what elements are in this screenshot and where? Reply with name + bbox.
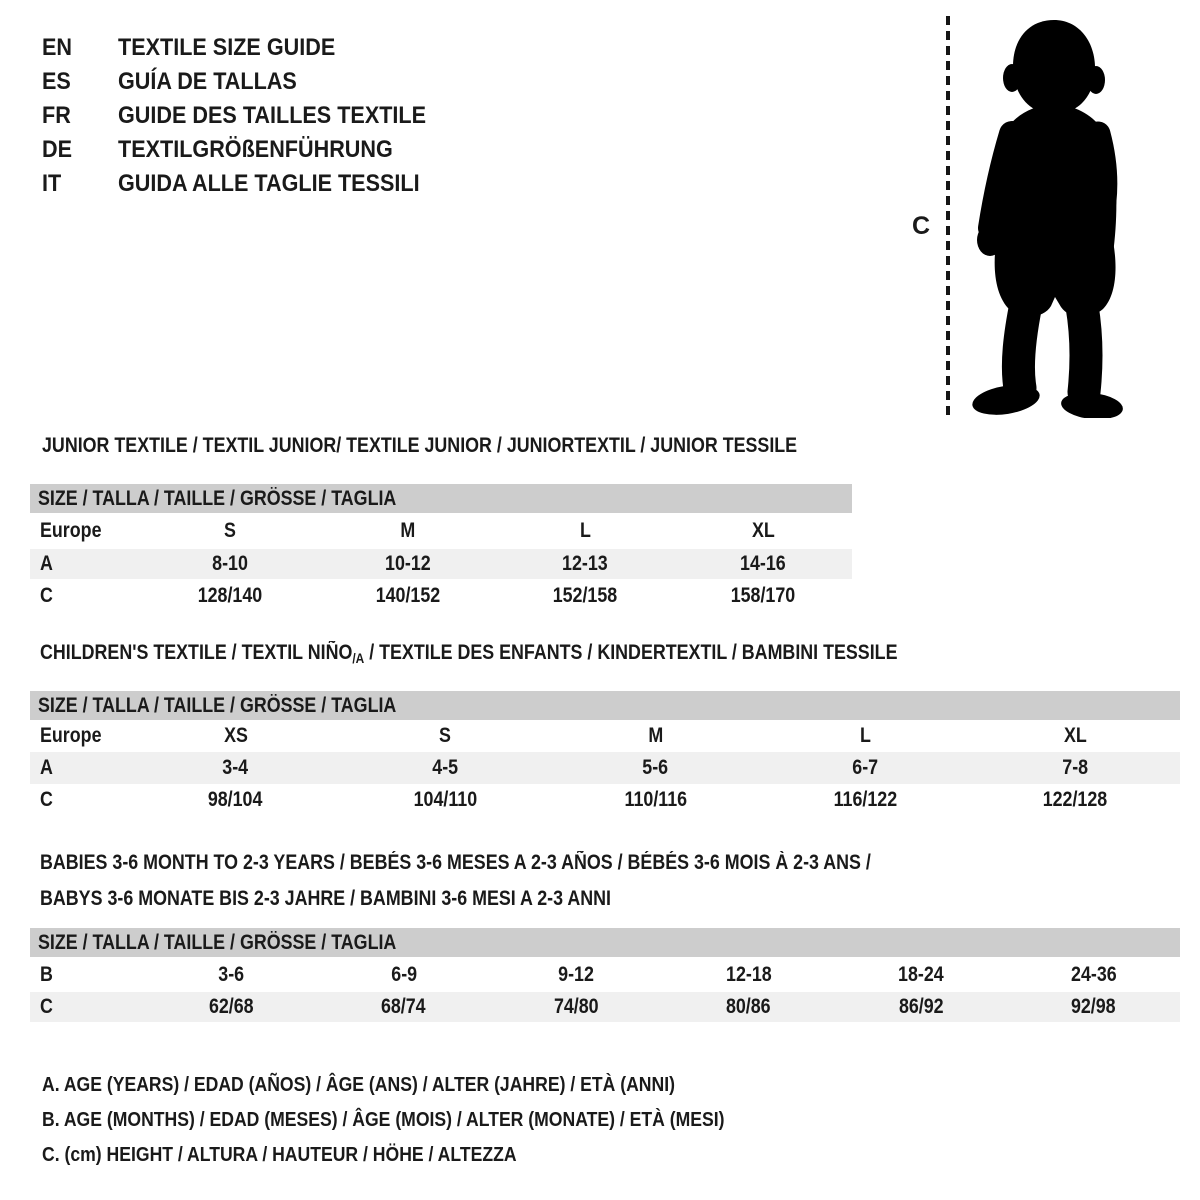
row-label-cell: A [30,549,141,579]
language-title: TEXTILGRÖßENFÜHRUNG [118,136,393,163]
children-height-row [30,784,1180,816]
value-cell: M [550,720,760,752]
value-cell: 68/74 [318,992,491,1022]
value-cell: 74/80 [490,992,663,1022]
value-cell: L [496,513,674,549]
value-cell: 12-18 [663,957,836,992]
value-cell: 116/122 [760,784,970,816]
value-cell: 110/116 [550,784,760,816]
legend-line-a: A. AGE (YEARS) / EDAD (AÑOS) / ÂGE (ANS) / ALTER (JAHRE) / ETÀ (ANNI) [42,1074,675,1096]
row-label-cell: Europe [30,720,131,752]
value-cell: 5-6 [550,752,760,784]
language-title: GUÍA DE TALLAS [118,68,297,95]
language-title: TEXTILE SIZE GUIDE [118,34,336,61]
junior-size-header-bar: SIZE / TALLA / TAILLE / GRÖSSE / TAGLIA [30,484,852,513]
junior-height-row [30,579,852,612]
value-cell: 6-7 [760,752,970,784]
value-cell: 3-4 [131,752,341,784]
language-code: IT [42,170,62,197]
children-title-subscript: /A [352,650,365,666]
babies-section-title-line1: BABIES 3-6 MONTH TO 2-3 YEARS / BEBÉS 3-6 MESES A 2-3 AÑOS / BÉBÉS 3-6 MOIS À 2-3 ANS / [40,851,871,874]
babies-size-header-bar: SIZE / TALLA / TAILLE / GRÖSSE / TAGLIA [30,928,1180,957]
row-label-cell: C [30,784,131,816]
value-cell: L [760,720,970,752]
value-cell: 128/140 [141,579,319,612]
value-cell: 140/152 [319,579,497,612]
value-cell: 14-16 [674,549,852,579]
children-size-header-bar: SIZE / TALLA / TAILLE / GRÖSSE / TAGLIA [30,691,1180,720]
value-cell: 86/92 [835,992,1008,1022]
language-row-de [42,133,460,167]
children-size-table [30,720,1180,816]
language-row-it [42,167,460,201]
language-row-en [42,31,460,65]
children-europe-row [30,720,1180,752]
language-code: EN [42,34,73,61]
row-label-cell: Europe [30,513,141,549]
language-title: GUIDE DES TAILLES TEXTILE [118,102,427,129]
value-cell: 18-24 [835,957,1008,992]
baby-silhouette-icon [966,14,1134,418]
legend-line-b: B. AGE (MONTHS) / EDAD (MESES) / ÂGE (MOIS) / ALTER (MONATE) / ETÀ (MESI) [42,1109,725,1131]
value-cell: 8-10 [141,549,319,579]
figure-height-label: C [912,212,931,240]
value-cell: 98/104 [131,784,341,816]
value-cell: 104/110 [341,784,551,816]
babies-size-table [30,957,1180,1022]
value-cell: 92/98 [1008,992,1181,1022]
language-title: GUIDA ALLE TAGLIE TESSILI [118,170,420,197]
junior-section-title: JUNIOR TEXTILE / TEXTIL JUNIOR/ TEXTILE JUNIOR / JUNIORTEXTIL / JUNIOR TESSILE [42,434,798,457]
value-cell: 10-12 [319,549,497,579]
language-code: DE [42,136,73,163]
value-cell: 12-13 [496,549,674,579]
language-row-fr [42,99,460,133]
value-cell: XL [674,513,852,549]
value-cell: S [141,513,319,549]
babies-section-title-line2: BABYS 3-6 MONATE BIS 2-3 JAHRE / BAMBINI 3-6 MESI A 2-3 ANNI [40,887,611,910]
value-cell: 4-5 [341,752,551,784]
row-label-cell: B [30,957,145,992]
value-cell: M [319,513,497,549]
language-code: FR [42,102,71,129]
value-cell: 62/68 [145,992,318,1022]
value-cell: XL [970,720,1180,752]
children-age-row [30,752,1180,784]
language-list [42,31,460,201]
value-cell: 3-6 [145,957,318,992]
height-dashed-line [946,16,950,416]
children-section-title: CHILDREN'S TEXTILE / TEXTIL NIÑO/A / TEXTILE DES ENFANTS / KINDERTEXTIL / BAMBINI TESSILE [40,641,898,666]
language-row-es [42,65,460,99]
junior-size-table [30,513,852,612]
value-cell: 9-12 [490,957,663,992]
value-cell: XS [131,720,341,752]
junior-europe-row [30,513,852,549]
row-label-cell: A [30,752,131,784]
legend-line-c: C. (cm) HEIGHT / ALTURA / HAUTEUR / HÖHE / ALTEZZA [42,1144,517,1166]
value-cell: 152/158 [496,579,674,612]
value-cell: S [341,720,551,752]
row-label-cell: C [30,579,141,612]
value-cell: 122/128 [970,784,1180,816]
junior-age-row [30,549,852,579]
value-cell: 6-9 [318,957,491,992]
babies-height-row [30,992,1180,1022]
language-code: ES [42,68,71,95]
babies-months-row [30,957,1180,992]
value-cell: 24-36 [1008,957,1181,992]
value-cell: 158/170 [674,579,852,612]
row-label-cell: C [30,992,145,1022]
value-cell: 7-8 [970,752,1180,784]
value-cell: 80/86 [663,992,836,1022]
